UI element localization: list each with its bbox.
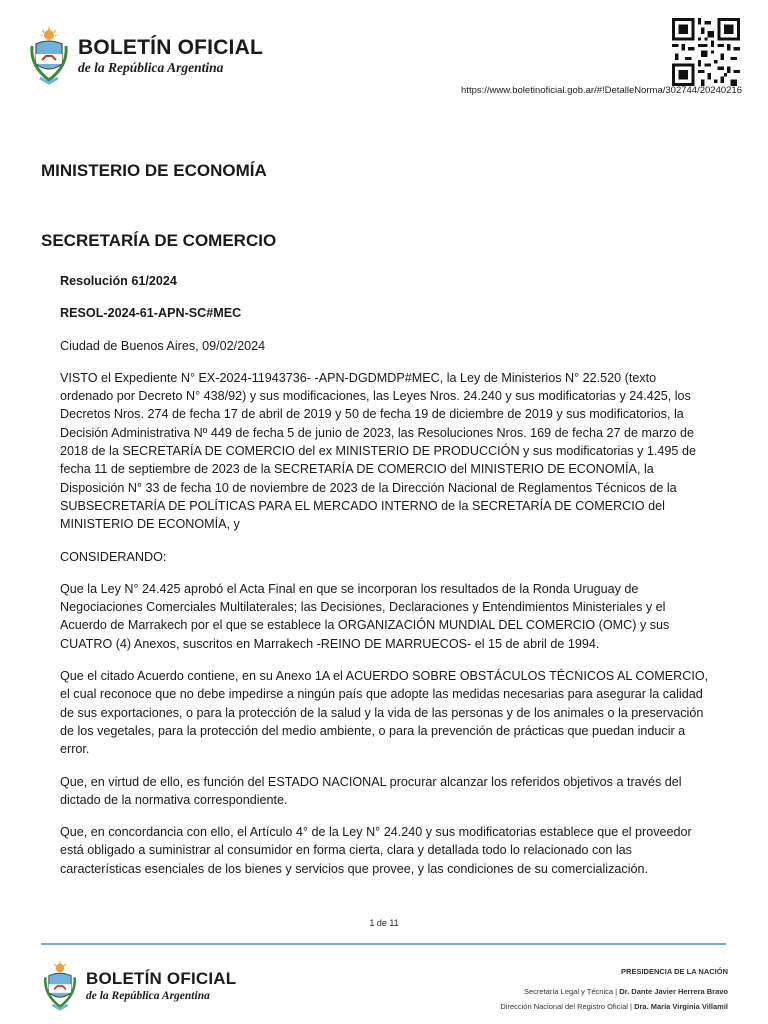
credit-org-1: Secretaría Legal y Técnica — [523, 987, 614, 996]
paragraph-2: Que el citado Acuerdo contiene, en su Anexo 1A el ACUERDO SOBRE OBSTÁCULOS TÉCNICOS AL COMERCIO, el cual reconoce que no debe impedirse a ningún país que adopte las medidas necesarias para asegurar la calidad de sus exportaciones, o para la protección de la salud y la vida de las personas y de los animales o la preservación de los vegetales, para la protección del medio ambiente, o para la prevención de prácticas que puedan inducir a error. — [60, 669, 709, 757]
brand-subtitle: de la República Argentina — [78, 60, 224, 75]
footer-brand-title: BOLETÍN OFICIAL — [86, 969, 237, 988]
credit-name-2: Dra. María Virginia Villamil — [634, 1002, 728, 1011]
paragraph-1: Que la Ley N° 24.425 aprobó el Acta Final en que se incorporan los resultados de la Ronda Uruguay de Negociaciones Comerciales Multilaterales; las Decisiones, Declaraciones y Entendimientos Ministeriales y el Acuerdo de Marrakech por el que se establece la ORGANIZACIÓN MUNDIAL DEL COMERCIO (OMC) y sus CUATRO (4) Anexos, suscritos en Marrakech -REINO DE MARRUECOS- el 15 de abril de 1994. — [60, 581, 670, 651]
qr-code-icon — [672, 18, 740, 86]
footer-divider — [41, 943, 726, 945]
national-seal-icon — [42, 960, 78, 1012]
credit-org-2: Dirección Nacional del Registro Oficial — [500, 1002, 628, 1011]
paragraph-3: Que, en virtud de ello, es función del ESTADO NACIONAL procurar alcanzar los referidos objetivos a través del dictado de la normativa correspondiente. — [60, 774, 682, 807]
page-number: 1 de 11 — [369, 918, 399, 928]
boletin-oficial-logo — [28, 26, 263, 86]
visto-paragraph: VISTO el Expediente N° EX-2024-11943736- -APN-DGDMDP#MEC, la Ley de Ministerios N° 22.520 (texto ordenado por Decreto N° 438/92) y sus modificaciones, las Leyes Nros. 24.240 y sus modificatorias y 24.425, los Decretos Nros. 274 de fecha 17 de abril de 2019 y 50 de fecha 19 de diciembre de 2019 y sus modificatorios, la Decisión Administrativa Nº 449 de fecha 5 de junio de 2023, las Resoluciones Nros. 169 de fecha 27 de marzo de 2018 de la SECRETARÍA DE COMERCIO del ex MINISTERIO DE PRODUCCIÓN y sus modificatorias y 1.495 de fecha 11 de septiembre de 2023 de la SECRETARÍA DE COMERCIO del MINISTERIO DE ECONOMÍA, la Disposición N° 33 de fecha 10 de noviembre de 2023 de la Dirección Nacional de Reglamentos Técnicos de la SUBSECRETARÍA DE POLÍTICAS PARA EL MERCADO INTERNO de la SECRETARÍA DE COMERCIO del MINISTERIO DE ECONOMÍA, y — [60, 370, 696, 532]
ministry-heading: MINISTERIO DE ECONOMÍA — [41, 161, 267, 180]
paragraph-4: Que, en concordancia con ello, el Artículo 4° de la Ley N° 24.240 y sus modificatorias establece que el proveedor está obligado a suministrar al consumidor en forma cierta, clara y detallada todo lo relacionado con las características esenciales de los bienes y servicios que provee, y las condiciones de su comercialización. — [60, 825, 692, 876]
credit-name-1: Dr. Dante Javier Herrera Bravo — [619, 987, 728, 996]
considerando-heading: CONSIDERANDO: — [60, 549, 167, 564]
credit-line-2: Dirección Nacional del Registro Oficial | Dra. María Virginia Villamil — [500, 1002, 728, 1011]
footer-brand-subtitle: de la República Argentina — [86, 990, 210, 1002]
page-header — [0, 0, 768, 110]
credit-line-1: Secretaría Legal y Técnica | Dr. Dante Javier Herrera Bravo — [523, 987, 728, 996]
place-date: Ciudad de Buenos Aires, 09/02/2024 — [60, 338, 266, 353]
resolution-reference: RESOL-2024-61-APN-SC#MEC — [60, 306, 242, 321]
document-url[interactable]: https://www.boletinoficial.gob.ar/#!DetalleNorma/302744/20240216 — [461, 85, 742, 96]
resolution-number: Resolución 61/2024 — [60, 274, 177, 288]
national-seal-icon — [28, 26, 70, 86]
secretariat-heading: SECRETARÍA DE COMERCIO — [41, 231, 277, 250]
document-body — [60, 272, 710, 892]
footer-credits — [500, 964, 728, 1014]
brand-title: BOLETÍN OFICIAL — [78, 36, 263, 59]
footer-logo — [42, 960, 236, 1012]
presidency-label: PRESIDENCIA DE LA NACIÓN — [621, 967, 728, 976]
